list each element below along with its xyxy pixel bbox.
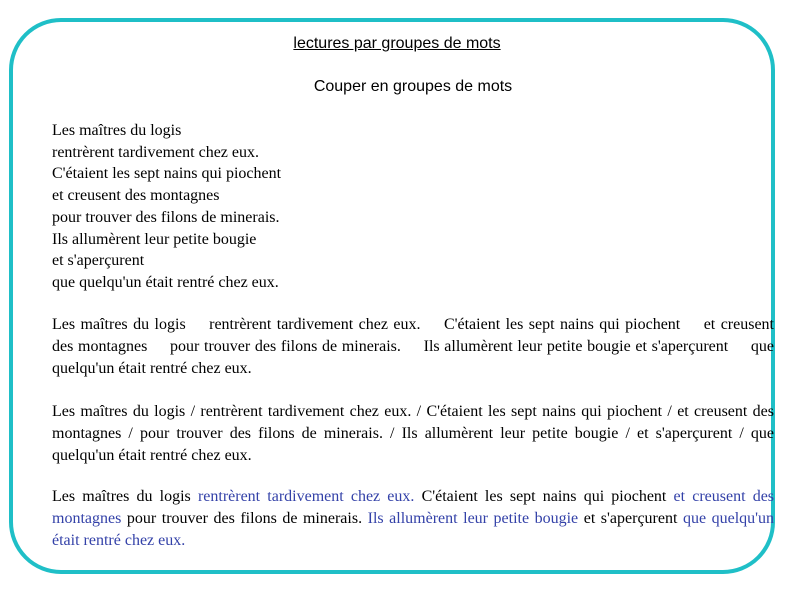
colored-paragraph [52,486,774,552]
group-text: C'étaient les sept nains qui piochent [426,403,663,420]
group-text-highlight: Ils allumèrent leur petite bougie [367,510,579,527]
group-text: rentrèrent tardivement chez eux. [209,316,421,333]
group-text: et creusent des montagnes [52,316,775,355]
line-item: Les maîtres du logis [52,122,182,139]
group-text-highlight: que quelqu'un était rentré chez eux. [52,510,775,549]
spaced-paragraph [52,314,774,380]
group-text: que quelqu'un était rentré chez eux. [52,338,775,377]
line-item: C'étaient les sept nains qui piochent [52,165,282,183]
line-item: que quelqu'un était rentré chez eux. [52,273,279,291]
group-text: que quelqu'un était rentré chez eux. [52,425,775,464]
group-text: et s'aperçurent [583,510,678,527]
lines-block [52,120,281,294]
line-item: rentrèrent tardivement chez eux. [52,143,259,161]
group-text: rentrèrent tardivement chez eux. [200,403,412,420]
slashed-paragraph [52,401,774,467]
line-item: et s'aperçurent [52,252,145,270]
group-text: Les maîtres du logis [52,316,186,333]
group-text: pour trouver des filons de minerais. [139,425,383,442]
line-item: pour trouver des filons de minerais. [52,208,280,226]
group-text-highlight: et creusent des montagnes [52,488,775,527]
group-text: Les maîtres du logis [52,488,191,505]
group-text: et creusent des montagnes [52,403,775,442]
group-text: et s'aperçurent [637,425,733,442]
group-text: Ils allumèrent leur petite bougie [401,425,619,442]
group-text: pour trouver des filons de minerais. [170,338,401,355]
slash-separator: / [732,425,751,442]
slash-separator: / [382,425,402,442]
line-item: et creusent des montagnes [52,187,220,205]
slash-separator: / [411,403,427,420]
slash-separator: / [121,425,140,442]
group-text: C'étaient les sept nains qui piochent [421,488,667,505]
slash-separator: / [185,403,201,420]
group-text: pour trouver des filons de minerais. [126,510,363,527]
slash-separator: / [618,425,637,442]
group-text: et s'aperçurent [635,338,729,355]
slash-separator: / [662,403,678,420]
group-text: Ils allumèrent leur petite bougie [423,338,631,355]
group-text: C'étaient les sept nains qui piochent [443,316,681,333]
page-subtitle: Couper en groupes de mots [313,78,513,95]
group-text: Les maîtres du logis [52,403,186,420]
group-text-highlight: rentrèrent tardivement chez eux. [197,488,415,505]
page-title: lectures par groupes de mots [293,35,501,52]
line-item: Ils allumèrent leur petite bougie [52,230,257,248]
